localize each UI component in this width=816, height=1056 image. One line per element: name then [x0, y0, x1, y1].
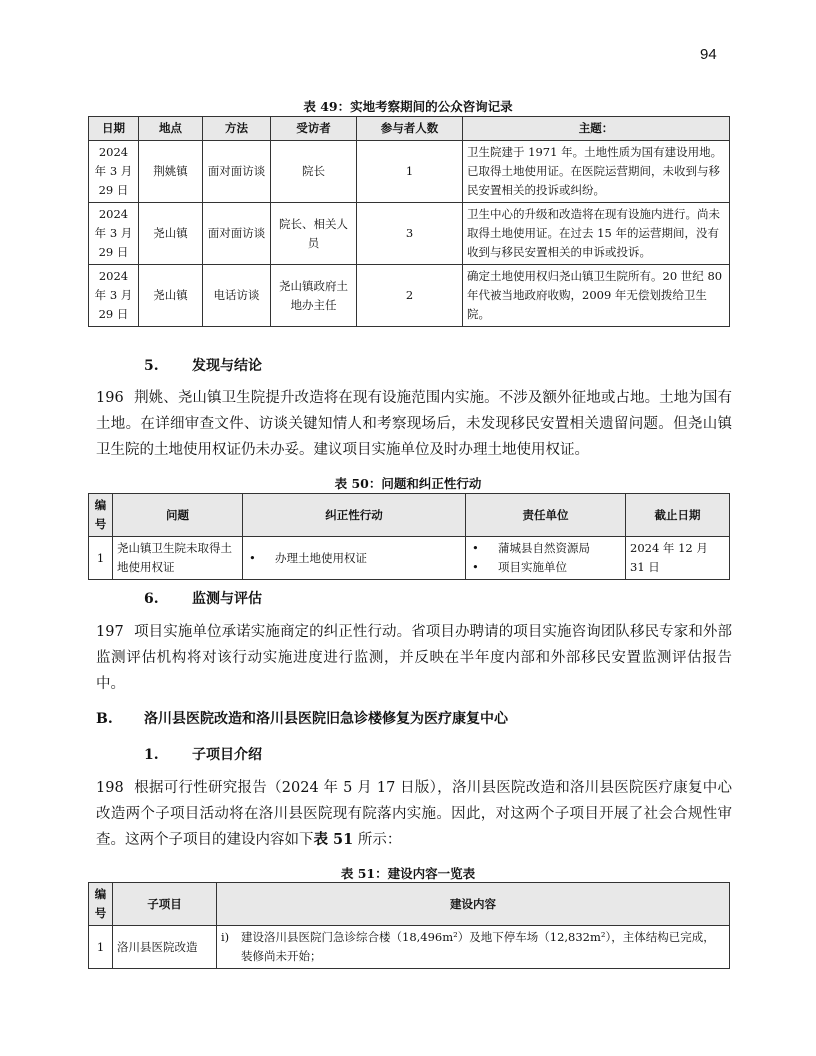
section-b-heading	[96, 708, 508, 728]
cell-place: 尧山镇	[139, 265, 203, 327]
responsible-item: • 蒲城县自然资源局	[470, 539, 621, 558]
header-place: 地点	[139, 117, 203, 141]
table-header-row	[89, 494, 730, 537]
paragraph-text-end: 所示：	[353, 832, 402, 848]
table-50	[88, 493, 730, 580]
header-issue: 问题	[113, 494, 243, 537]
header-construction-content: 建设内容	[217, 883, 730, 926]
cell-corrective-action	[243, 537, 466, 580]
header-interviewee: 受访者	[271, 117, 357, 141]
item-marker: i)	[221, 930, 230, 944]
section-5-heading	[144, 355, 262, 375]
cell-topic: 确定土地使用权归尧山镇卫生院所有。20 世纪 80 年代被当地政府收购，2009 年无偿划拨给卫生院。	[463, 265, 730, 327]
section-title: 发现与结论	[192, 358, 262, 374]
paragraph-number: 197	[96, 624, 124, 640]
header-method: 方法	[203, 117, 271, 141]
construction-item	[221, 928, 725, 966]
header-deadline: 截止日期	[626, 494, 730, 537]
paragraph-number: 196	[96, 390, 124, 406]
table-row	[89, 141, 730, 203]
table-row	[89, 203, 730, 265]
table-row	[89, 537, 730, 580]
table-50-caption: 表 50：问题和纠正性行动	[334, 476, 482, 491]
table-reference: 表 51	[313, 831, 354, 848]
cell-number: 1	[89, 537, 113, 580]
header-date: 日期	[89, 117, 139, 141]
cell-deadline: 2024 年 12 月 31 日	[626, 537, 730, 580]
item-text: 建设洛川县医院门急诊综合楼（18,496m²）及地下停车场（12,832m²），主体结构已完成，装修尚未开始；	[241, 930, 715, 963]
section-title: 子项目介绍	[192, 747, 262, 763]
cell-date: 2024 年 3 月 29 日	[89, 203, 139, 265]
table-51	[88, 882, 730, 969]
cell-interviewee: 院长、相关人员	[271, 203, 357, 265]
cell-date: 2024 年 3 月 29 日	[89, 141, 139, 203]
paragraph-198	[96, 775, 732, 853]
page-number: 94	[700, 46, 717, 63]
table-row	[89, 926, 730, 969]
cell-responsible-unit	[466, 537, 626, 580]
cell-subproject: 洛川县医院改造	[113, 926, 217, 969]
section-title: 监测与评估	[192, 591, 262, 607]
cell-method: 面对面访谈	[203, 141, 271, 203]
paragraph-197	[96, 619, 732, 697]
header-responsible-unit: 责任单位	[466, 494, 626, 537]
paragraph-text: 根据可行性研究报告（2024 年 5 月 17 日版），洛川县医院改造和洛川县医院医疗康复中心改造两个子项目活动将在洛川县医院现有院落内实施。因此，对这两个子项目开展了社会合规性审查。这两个子项目的建设内容如下	[96, 780, 732, 848]
cell-count: 1	[357, 141, 463, 203]
cell-method: 面对面访谈	[203, 203, 271, 265]
header-subproject: 子项目	[113, 883, 217, 926]
table-row	[89, 265, 730, 327]
section-title: 洛川县医院改造和洛川县医院旧急诊楼修复为医疗康复中心	[144, 711, 508, 727]
cell-count: 3	[357, 203, 463, 265]
cell-topic: 卫生中心的升级和改造将在现有设施内进行。尚未取得土地使用证。在过去 15 年的运营期间，没有收到与移民安置相关的申诉或投诉。	[463, 203, 730, 265]
header-corrective-action: 纠正性行动	[243, 494, 466, 537]
section-number: 5.	[144, 358, 159, 374]
section-number: B.	[96, 711, 113, 727]
table-header-row	[89, 117, 730, 141]
cell-method: 电话访谈	[203, 265, 271, 327]
table-49-caption: 表 49：实地考察期间的公众咨询记录	[303, 99, 513, 114]
section-1-heading	[144, 744, 262, 764]
section-number: 6.	[144, 591, 159, 607]
paragraph-196	[96, 385, 732, 463]
table-51-caption: 表 51：建设内容一览表	[340, 866, 476, 881]
section-6-heading	[144, 588, 262, 608]
cell-date: 2024 年 3 月 29 日	[89, 265, 139, 327]
table-header-row	[89, 883, 730, 926]
cell-place: 荆姚镇	[139, 141, 203, 203]
cell-construction-content	[217, 926, 730, 969]
paragraph-text: 荆姚、尧山镇卫生院提升改造将在现有设施范围内实施。不涉及额外征地或占地。土地为国有土地。在详细审查文件、访谈关键知情人和考察现场后，未发现移民安置相关遗留问题。但尧山镇卫生院的土地使用权证仍未办妥。建议项目实施单位及时办理土地使用权证。	[96, 390, 732, 458]
cell-count: 2	[357, 265, 463, 327]
header-number: 编号	[89, 494, 113, 537]
header-count: 参与者人数	[357, 117, 463, 141]
cell-interviewee: 尧山镇政府土地办主任	[271, 265, 357, 327]
table-49	[88, 116, 730, 327]
section-number: 1.	[144, 747, 159, 763]
responsible-item: • 项目实施单位	[470, 558, 621, 577]
cell-topic: 卫生院建于 1971 年。土地性质为国有建设用地。已取得土地使用证。在医院运营期间，未收到与移民安置相关的投诉或纠纷。	[463, 141, 730, 203]
paragraph-text: 项目实施单位承诺实施商定的纠正性行动。省项目办聘请的项目实施咨询团队移民专家和外部监测评估机构将对该行动实施进度进行监测，并反映在半年度内部和外部移民安置监测评估报告中。	[96, 624, 732, 692]
cell-interviewee: 院长	[271, 141, 357, 203]
header-topic: 主题：	[463, 117, 730, 141]
paragraph-number: 198	[96, 780, 124, 796]
header-number: 编号	[89, 883, 113, 926]
cell-number: 1	[89, 926, 113, 969]
cell-place: 尧山镇	[139, 203, 203, 265]
action-item: • 办理土地使用权证	[247, 549, 461, 568]
cell-issue: 尧山镇卫生院未取得土地使用权证	[113, 537, 243, 580]
